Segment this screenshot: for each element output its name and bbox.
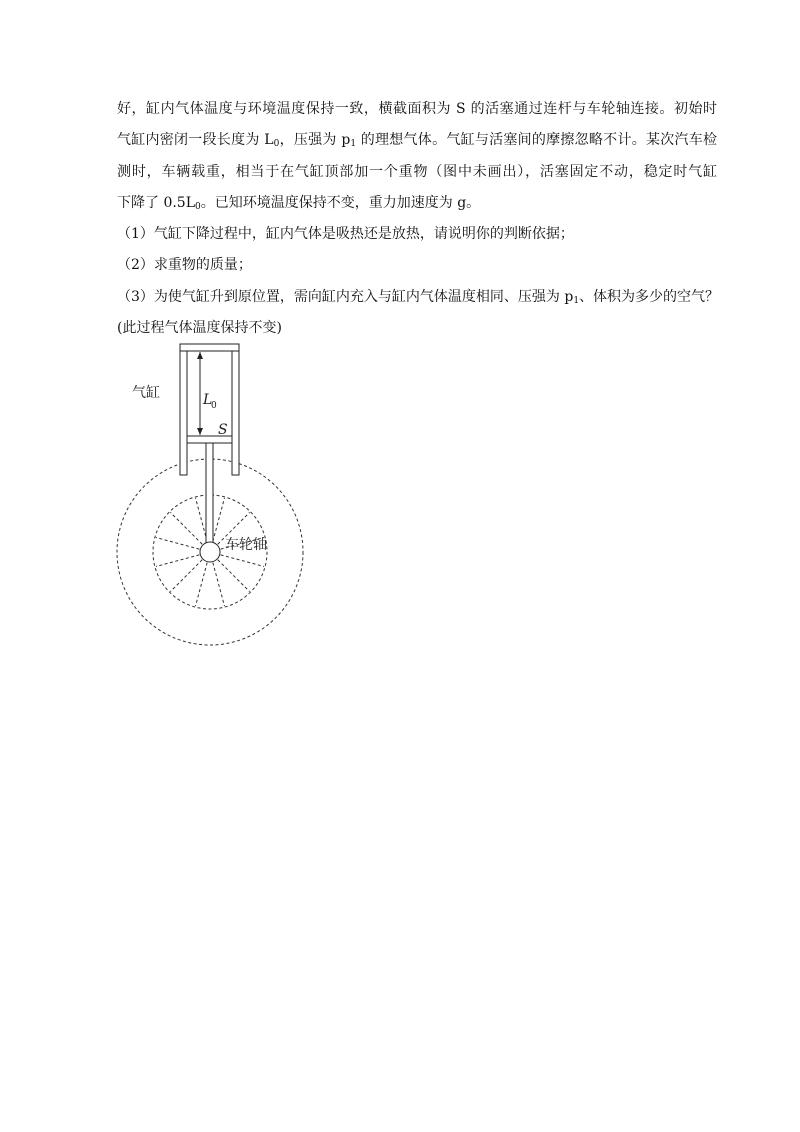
diagram-svg [110,338,320,656]
problem-line-1: 好，缸内气体温度与环境温度保持一致，横截面积为 S 的活塞通过连杆与车轮轴连接。初始时 [117,101,717,117]
wheel-spoke [156,538,199,550]
connecting-rod [206,443,213,543]
length-arrow-bottom [197,428,203,435]
wheel-spoke [170,512,202,544]
question-2: （2）求重物的质量； [117,257,252,274]
piston-area-label: S [218,422,228,438]
length-label-subscript: 0 [211,401,217,411]
axle-label: 车轮轴 [225,537,267,553]
wheel-spoke [170,560,202,592]
wheel-spoke [156,555,199,567]
question-3: （3）为使气缸升到原位置，需向缸内充入与缸内气体温度相同、压强为 $p_1$、体积为多少的空气？ [117,288,720,306]
wheel-spoke [213,498,225,541]
question-3-note: (此过程气体温度保持不变) [117,320,282,337]
cylinder-right-wall [232,344,239,475]
question-1: （1）气缸下降过程中，缸内气体是吸热还是放热，请说明你的判断依据； [117,226,574,243]
wheel-spoke [196,498,208,541]
wheel-spoke [196,563,208,606]
cylinder-wheel-diagram [110,338,320,656]
problem-line-4: 下降了 $0.5L_0$。已知环境温度保持不变，重力加速度为 g。 [117,194,481,212]
length-label: L [203,392,213,408]
cylinder-left-wall [180,344,187,475]
wheel-axle [200,542,220,562]
wheel-spoke [221,555,264,567]
problem-text [117,94,720,344]
problem-line-3: 测时，车辆载重，相当于在气缸顶部加一个重物（图中未画出），活塞固定不动，稳定时气缸 [117,163,717,180]
wheel-spoke [213,563,225,606]
cylinder-label: 气缸 [132,385,160,401]
wheel-spoke [218,560,250,592]
cylinder-top [180,344,239,351]
length-arrow-top [197,352,203,359]
problem-line-2: 气缸内密闭一段长度为 $L_0$，压强为 $p_1$ 的理想气体。气缸与活塞间的摩擦忽略不计。某次汽车检 [117,132,718,150]
